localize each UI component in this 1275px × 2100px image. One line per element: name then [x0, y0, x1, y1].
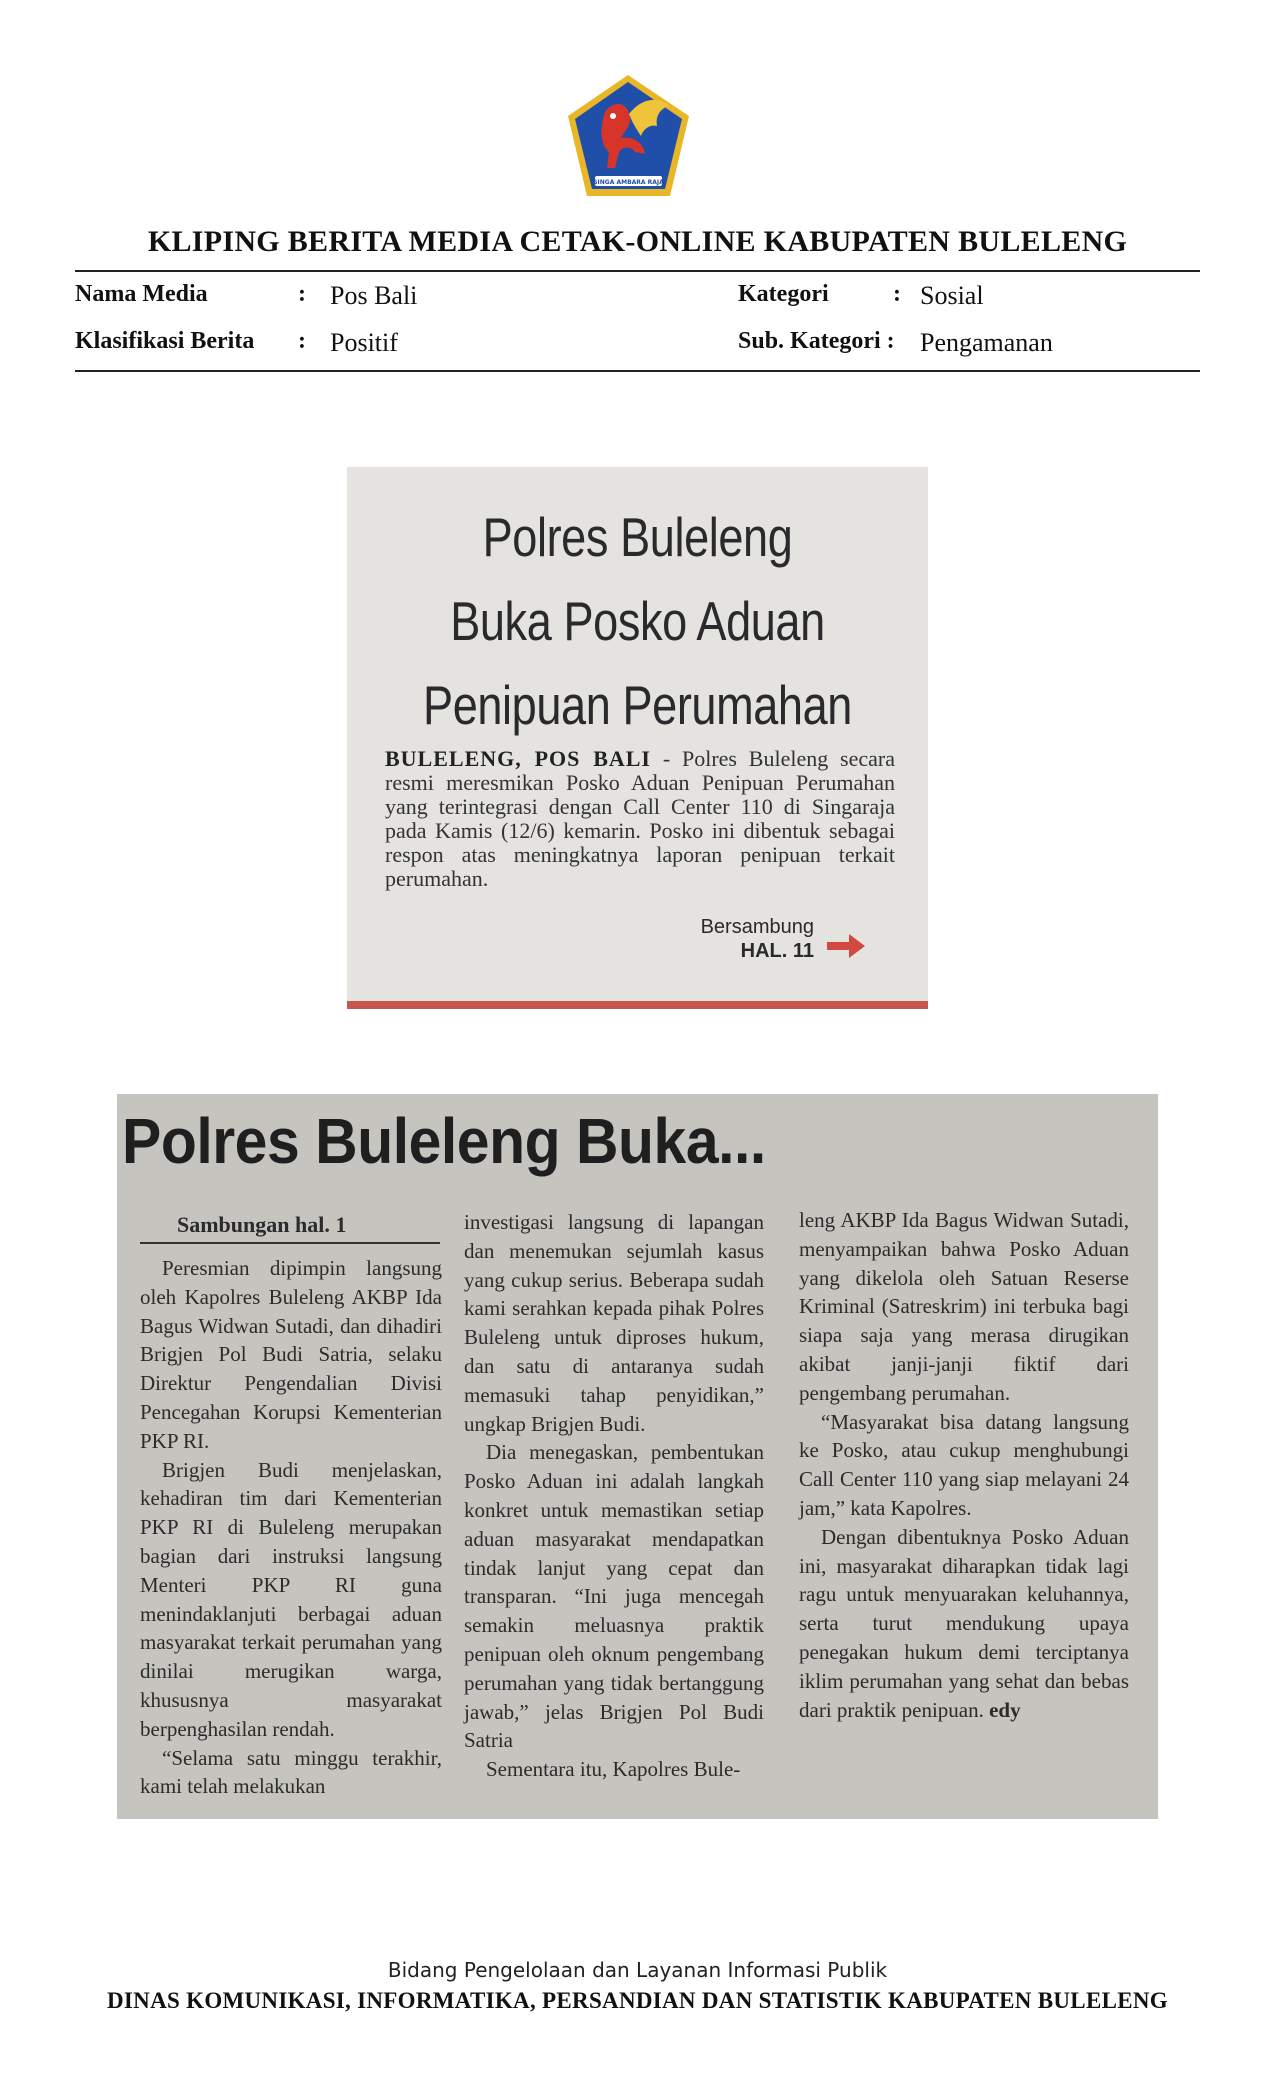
footer-division: Bidang Pengelolaan dan Layanan Informasi Publik [387, 1958, 888, 1982]
kategori-label: Kategori [738, 281, 829, 307]
continuation-headline: Polres Buleleng Buka... [122, 1105, 766, 1177]
article-column-2 [464, 1208, 764, 1784]
article-column-3 [799, 1206, 1129, 1724]
front-headline-line-3: Penipuan Perumahan [423, 674, 852, 736]
logo-caption: SINGA AMBARA RAJA [593, 179, 664, 186]
media-label: Nama Media [75, 281, 208, 307]
article-paragraph: Peresmian dipimpin langsung oleh Kapolres Buleleng AKBP Ida Bagus Widwan Sutadi, dan dihadiri Brigjen Pol Budi Satria, selaku Direktur Pengendalian Divisi Pencegahan Korupsi Kementerian PKP RI. [140, 1256, 442, 1453]
arrow-right-icon [825, 931, 867, 961]
article-paragraph: Brigjen Budi menjelaskan, kehadiran tim dari Kementerian PKP RI di Buleleng merupakan bagian dari instruksi langsung Menteri PKP RI guna menindaklanjuti berbagai aduan masyarakat terkait perumahan yang dinilai merugikan warga, khususnya masyarakat berpenghasilan rendah. [140, 1457, 442, 1741]
document-title: KLIPING BERITA MEDIA CETAK-ONLINE KABUPATEN BULELENG [147, 225, 1128, 258]
media-value: Pos Bali [330, 281, 418, 310]
article-paragraph [799, 1523, 1129, 1725]
article-paragraph: Dia menegaskan, pembentukan Posko Aduan ini adalah langkah konkret untuk memastikan setiap aduan masyarakat mendapatkan tindak lanjut yang cepat dan transparan. “Ini juga mencegah semakin meluasnya praktik penipuan oleh oknum pengembang perumahan yang tidak bertanggung jawab,” jelas Brigjen Pol Budi Satria [464, 1440, 764, 1753]
klasifikasi-colon: : [298, 328, 306, 354]
sambungan-rule [140, 1242, 440, 1244]
continuation-clipping [117, 1094, 1158, 1819]
subkategori-label: Sub. Kategori : [738, 328, 895, 354]
klasifikasi-value: Positif [330, 328, 398, 357]
article-paragraph: Sementara itu, Kapolres Bule- [486, 1757, 741, 1782]
article-paragraph: “Selama satu minggu terakhir, kami telah melakukan [140, 1745, 442, 1799]
front-dateline: BULELENG, POS BALI [385, 746, 651, 771]
front-lead-paragraph [385, 747, 895, 891]
article-paragraph: “Masyarakat bisa datang langsung ke Posko, atau cukup menghubungi Call Center 110 yang siap melayani 24 jam,” kata Kapolres. [799, 1409, 1129, 1520]
continuation-page: HAL. 11 [740, 940, 814, 962]
front-headline-line-1: Polres Buleleng [482, 506, 793, 568]
subkategori-value: Pengamanan [920, 328, 1053, 357]
continuation-label: Bersambung [700, 916, 814, 938]
media-colon: : [298, 281, 306, 307]
sambungan-label: Sambungan hal. 1 [177, 1212, 347, 1237]
article-closing-text: Dengan dibentuknya Posko Aduan ini, masyarakat diharapkan tidak lagi ragu untuk menyuarakan keluhannya, serta turut mendukung upaya penegakan hukum demi terciptanya iklim perumahan yang sehat dan bebas dari praktik penipuan. [799, 1524, 1129, 1722]
klasifikasi-label: Klasifikasi Berita [75, 328, 255, 354]
header-divider-bottom [75, 370, 1200, 372]
article-paragraph: leng AKBP Ida Bagus Widwan Sutadi, menyampaikan bahwa Posko Aduan yang dikelola oleh Satuan Reserse Kriminal (Satreskrim) ini terbuka bagi siapa saja yang merasa dirugikan akibat janji-janji fiktif dari pengembang perumahan. [799, 1208, 1129, 1405]
front-headline-line-2: Buka Posko Aduan [450, 590, 825, 652]
front-red-bar [347, 1001, 928, 1009]
kategori-colon: : [893, 281, 901, 307]
author-initials: edy [989, 1697, 1021, 1722]
front-headline [399, 495, 875, 747]
singa-ambara-raja-emblem-icon [563, 72, 694, 200]
front-lead-text: - Polres Buleleng secara resmi meresmikan Posko Aduan Penipuan Perumahan yang terintegrasi dengan Call Center 110 di Singaraja pada Kamis (12/6) kemarin. Posko ini dibentuk sebagai respon atas meningkatnya laporan penipuan terkait perumahan. [385, 746, 896, 891]
footer-agency: DINAS KOMUNIKASI, INFORMATIKA, PERSANDIAN DAN STATISTIK KABUPATEN BULELENG [107, 1988, 1168, 2013]
kategori-value: Sosial [920, 281, 984, 310]
header-divider-top [75, 270, 1200, 272]
front-page-clipping [347, 467, 928, 1009]
article-column-1 [140, 1254, 442, 1801]
article-paragraph: investigasi langsung di lapangan dan menemukan sejumlah kasus yang cukup serius. Beberapa sudah kami serahkan kepada pihak Polres Buleleng untuk diproses hukum, dan satu di antaranya sudah memasuki tahap penyidikan,” ungkap Brigjen Budi. [464, 1210, 764, 1436]
